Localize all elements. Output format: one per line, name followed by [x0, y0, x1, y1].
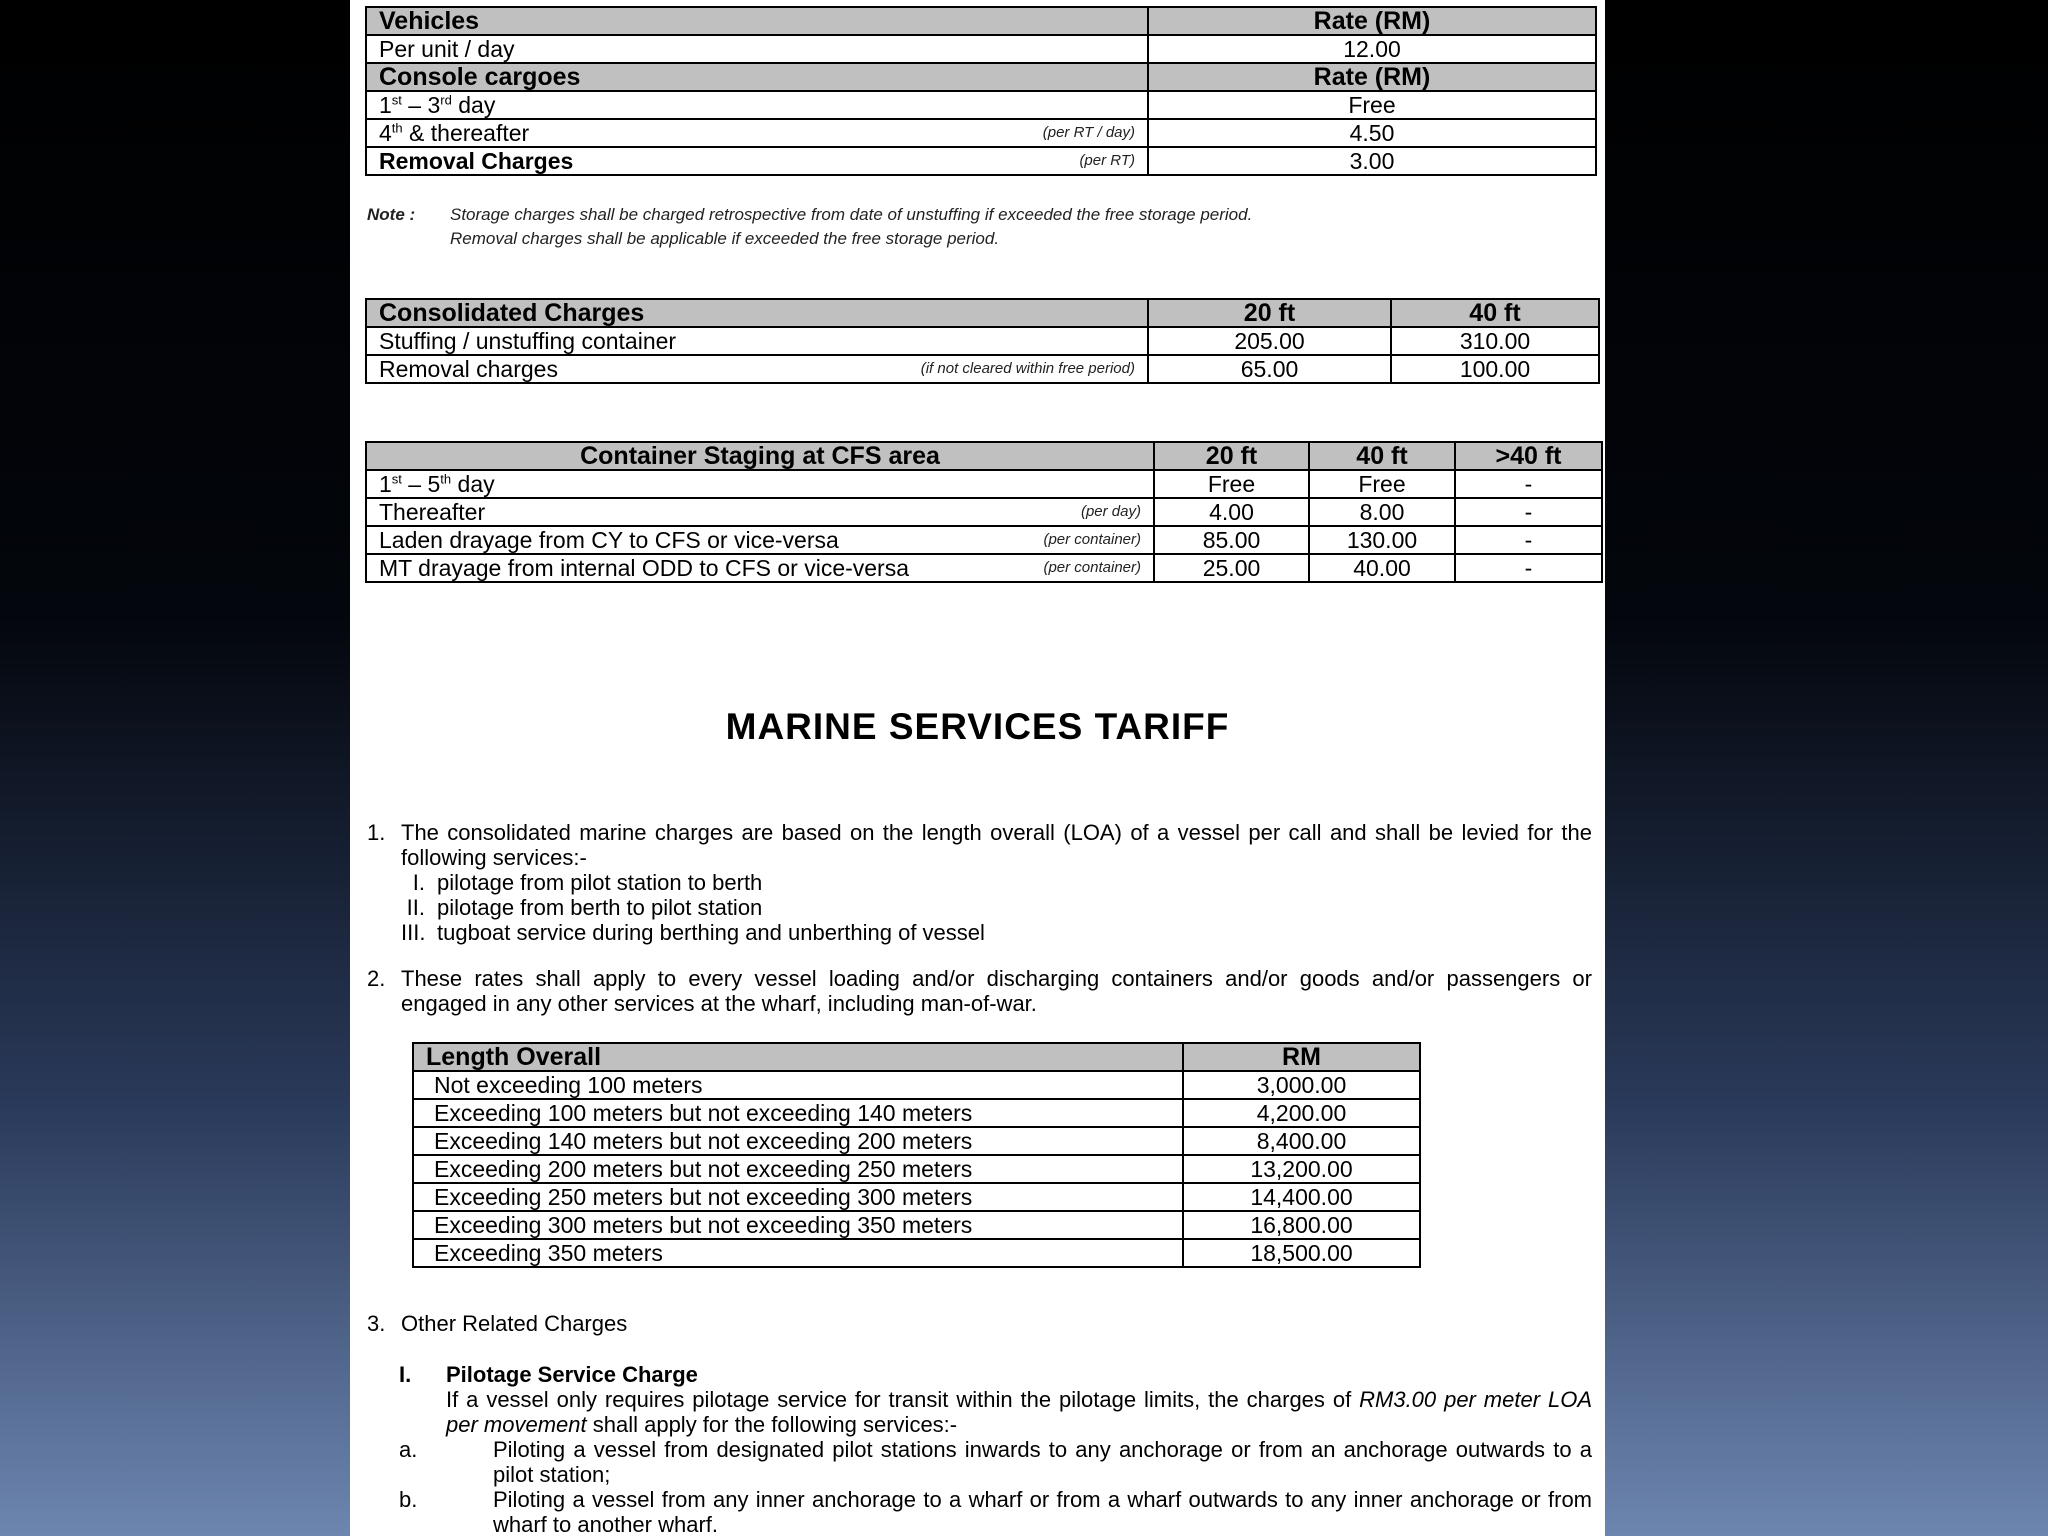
row-label: Exceeding 140 meters but not exceeding 200 meters: [413, 1127, 1183, 1155]
table-row: [413, 1239, 1420, 1267]
row-value-over-40ft: -: [1455, 470, 1602, 498]
row-value-over-40ft: -: [1455, 526, 1602, 554]
row-value-40ft: 100.00: [1391, 355, 1599, 383]
header-cell: Rate (RM): [1148, 63, 1596, 91]
table-row: [366, 119, 1596, 147]
row-value-40ft: 310.00: [1391, 327, 1599, 355]
header-cell: Container Staging at CFS area: [366, 442, 1154, 470]
row-label: Not exceeding 100 meters: [413, 1071, 1183, 1099]
sub-point: a. Piloting a vessel from designated pilot stations inwards to any anchorage or from an anchorage outwards to a pilot station;: [399, 1437, 1592, 1487]
header-cell: 20 ft: [1154, 442, 1309, 470]
table-row: [366, 526, 1602, 554]
table-row: [366, 147, 1596, 175]
header-cell: RM: [1183, 1043, 1420, 1071]
header-cell: 20 ft: [1148, 299, 1391, 327]
row-label: Exceeding 200 meters but not exceeding 250 meters: [413, 1155, 1183, 1183]
note-line: Removal charges shall be applicable if exceeded the free storage period.: [450, 229, 1000, 248]
row-label: (per container) Laden drayage from CY to CFS or vice-versa: [366, 526, 1154, 554]
table-row: [413, 1211, 1420, 1239]
sub-number: I.: [399, 1362, 412, 1387]
row-label: Exceeding 350 meters: [413, 1239, 1183, 1267]
table-row: [366, 35, 1596, 63]
row-value: 16,800.00: [1183, 1211, 1420, 1239]
row-value: 13,200.00: [1183, 1155, 1420, 1183]
header-cell: >40 ft: [1455, 442, 1602, 470]
row-value-20ft: 65.00: [1148, 355, 1391, 383]
row-value: 3,000.00: [1183, 1071, 1420, 1099]
table-row: [413, 1183, 1420, 1211]
row-value-40ft: 8.00: [1309, 498, 1455, 526]
row-value: 8,400.00: [1183, 1127, 1420, 1155]
header-cell: Console cargoes: [366, 63, 1148, 91]
row-label: Exceeding 300 meters but not exceeding 350 meters: [413, 1211, 1183, 1239]
table-row: [366, 91, 1596, 119]
length-overall-table: [412, 1042, 1421, 1268]
table-row: [413, 1155, 1420, 1183]
table-row: [366, 470, 1602, 498]
table-row: [366, 498, 1602, 526]
list-number: 1.: [367, 820, 386, 845]
row-value-over-40ft: -: [1455, 498, 1602, 526]
row-value: 3.00: [1148, 147, 1596, 175]
table-row: [413, 1099, 1420, 1127]
sub-item: III. tugboat service during berthing and unberthing of vessel: [401, 920, 985, 945]
sub-point: b. Piloting a vessel from any inner anchorage to a wharf or from a wharf outwards to any inner anchorage or from wharf to another wharf.: [399, 1487, 1592, 1536]
row-label: (per day) Thereafter: [366, 498, 1154, 526]
row-value-20ft: 85.00: [1154, 526, 1309, 554]
table-header-row: [366, 7, 1596, 35]
list-number: 2.: [367, 966, 386, 991]
table-row: [366, 327, 1599, 355]
note-line: Storage charges shall be charged retrospective from date of unstuffing if exceeded the free storage period.: [450, 205, 1253, 224]
pilotage-service-section: [399, 1362, 1592, 1536]
row-value-20ft: Free: [1154, 470, 1309, 498]
container-staging-table: [365, 441, 1603, 583]
row-label: (if not cleared within free period) Removal charges: [366, 355, 1148, 383]
vehicles-console-table: [365, 6, 1597, 176]
list-item-2: [367, 966, 1592, 1016]
list-number: 3.: [367, 1311, 386, 1336]
row-label: 1st – 5th day: [366, 470, 1154, 498]
consolidated-charges-table: [365, 298, 1600, 384]
row-value: 4,200.00: [1183, 1099, 1420, 1127]
header-cell: 40 ft: [1309, 442, 1455, 470]
table-header-row: [413, 1043, 1420, 1071]
row-value-20ft: 4.00: [1154, 498, 1309, 526]
note-label: Note :: [367, 205, 416, 224]
row-value-20ft: 25.00: [1154, 554, 1309, 582]
header-cell: Consolidated Charges: [366, 299, 1148, 327]
page-title: MARINE SERVICES TARIFF: [725, 706, 1230, 747]
table-header-row: [366, 442, 1602, 470]
section-heading: Pilotage Service Charge: [446, 1362, 698, 1387]
row-value: Free: [1148, 91, 1596, 119]
sub-item: I. pilotage from pilot station to berth: [412, 870, 763, 895]
list-item-text: Other Related Charges: [401, 1311, 628, 1336]
list-item-3: [367, 1311, 1592, 1336]
row-label: (per RT / day) 4th & thereafter: [366, 119, 1148, 147]
list-item-text: The consolidated marine charges are based on the length overall (LOA) of a vessel per call and shall be levied for the following services:-: [401, 820, 1592, 870]
header-cell: Rate (RM): [1148, 7, 1596, 35]
table-row: [413, 1071, 1420, 1099]
row-value: 4.50: [1148, 119, 1596, 147]
row-label: (per container) MT drayage from internal ODD to CFS or vice-versa: [366, 554, 1154, 582]
header-cell: Length Overall: [413, 1043, 1183, 1071]
list-item-1: [367, 820, 1592, 945]
header-cell: 40 ft: [1391, 299, 1599, 327]
row-value-40ft: 40.00: [1309, 554, 1455, 582]
list-item-text: These rates shall apply to every vessel loading and/or discharging containers and/or goods and/or passengers or engaged in any other services at the wharf, including man-of-war.: [401, 966, 1592, 1016]
row-value-over-40ft: -: [1455, 554, 1602, 582]
row-label: Exceeding 100 meters but not exceeding 140 meters: [413, 1099, 1183, 1127]
row-value-40ft: 130.00: [1309, 526, 1455, 554]
row-label: Stuffing / unstuffing container: [366, 327, 1148, 355]
row-value: 14,400.00: [1183, 1183, 1420, 1211]
row-value: 12.00: [1148, 35, 1596, 63]
header-cell: Vehicles: [366, 7, 1148, 35]
row-label: 1st – 3rd day: [366, 91, 1148, 119]
table-row: [413, 1127, 1420, 1155]
row-value-20ft: 205.00: [1148, 327, 1391, 355]
section-text: If a vessel only requires pilotage service for transit within the pilotage limits, the charges of RM3.00 per meter LOA per movement shall apply for the following services:-: [446, 1387, 1592, 1437]
storage-note: [367, 203, 1587, 251]
row-label: (per RT) Removal Charges: [366, 147, 1148, 175]
table-row: [366, 355, 1599, 383]
row-value: 18,500.00: [1183, 1239, 1420, 1267]
table-header-row: [366, 63, 1596, 91]
sub-item: II. pilotage from berth to pilot station: [406, 895, 763, 920]
table-header-row: [366, 299, 1599, 327]
document-page: [350, 0, 1605, 1536]
table-row: [366, 554, 1602, 582]
row-label: Exceeding 250 meters but not exceeding 300 meters: [413, 1183, 1183, 1211]
row-value-40ft: Free: [1309, 470, 1455, 498]
row-label: Per unit / day: [366, 35, 1148, 63]
